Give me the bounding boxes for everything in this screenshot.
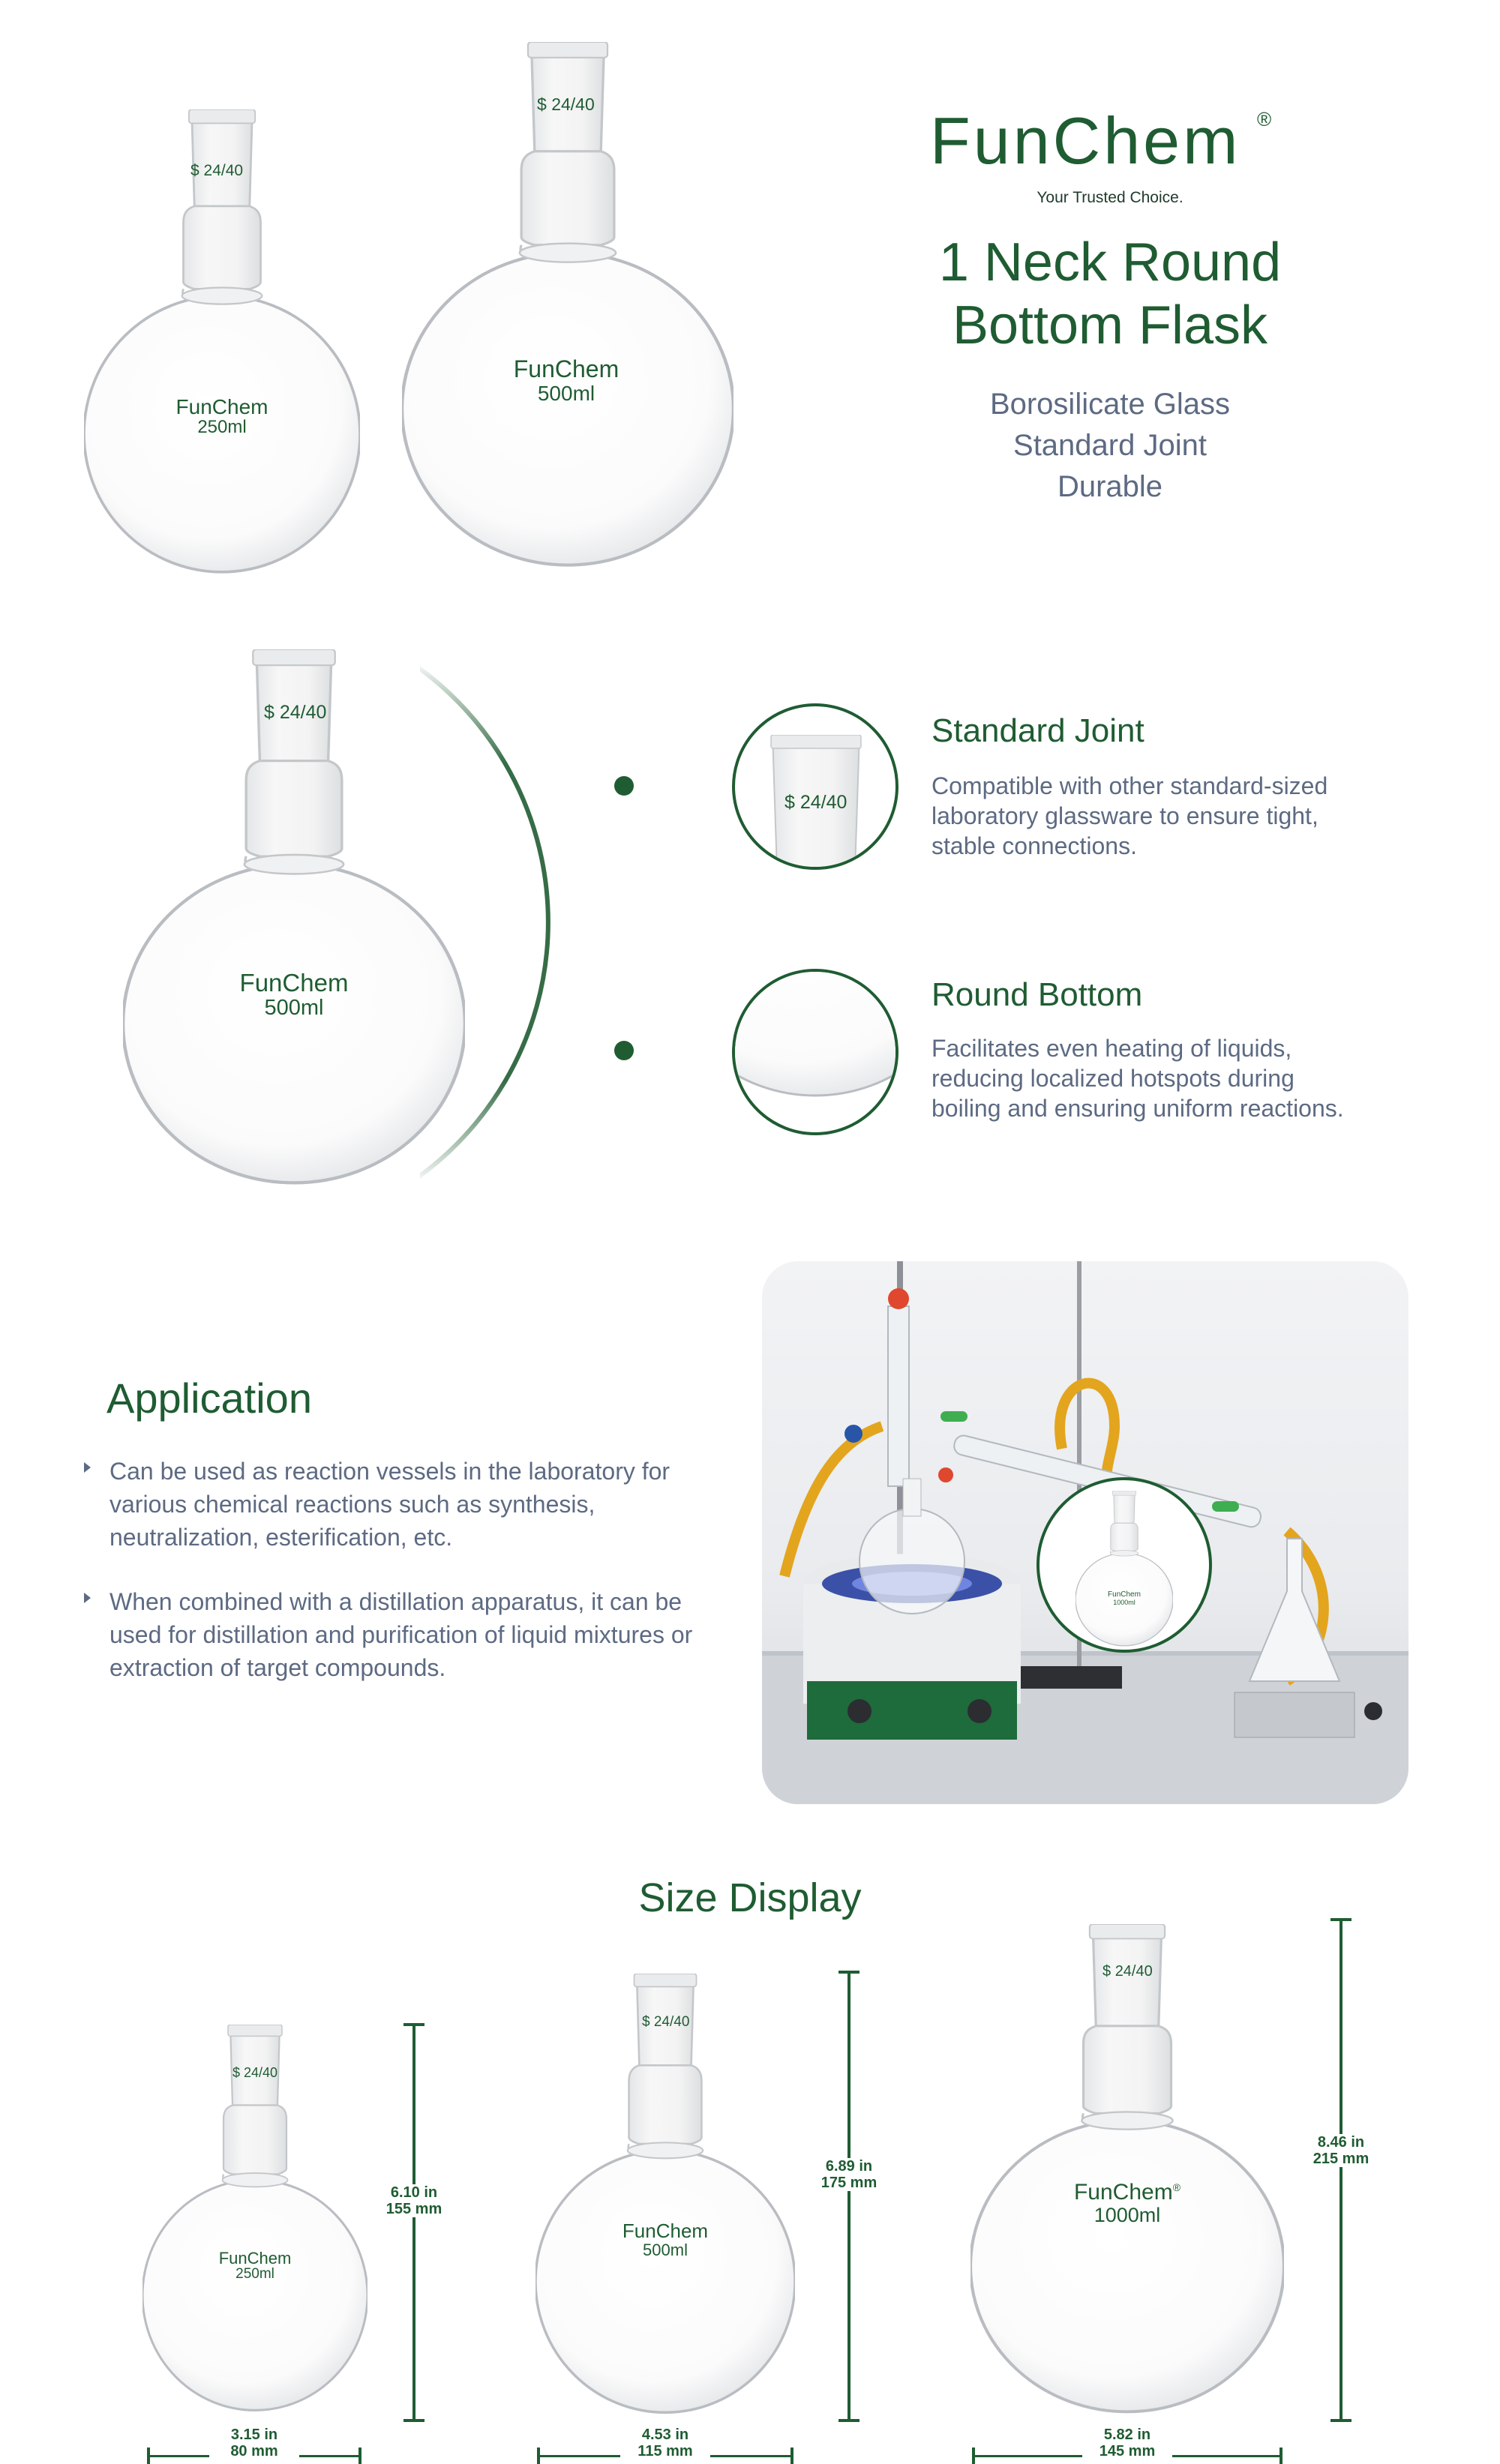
registered-mark: ® bbox=[1257, 108, 1272, 130]
feature-item: Standard Joint bbox=[1013, 429, 1207, 462]
standard-joint-title: Standard Joint bbox=[932, 712, 1144, 749]
joint-zoom-circle bbox=[732, 703, 898, 870]
height-dimension-label: 6.89 in 175 mm bbox=[804, 2158, 894, 2191]
flask-brand-label: FunChem 500ml bbox=[239, 969, 349, 1020]
joint-size-label: $ 24/40 bbox=[537, 94, 595, 114]
dimension-tick bbox=[404, 2023, 424, 2026]
joint-size-label: $ 24/40 bbox=[1102, 1963, 1153, 1980]
feature-list bbox=[922, 384, 1298, 508]
dimension-tick bbox=[1330, 1918, 1352, 1921]
application-title: Application bbox=[106, 1374, 312, 1422]
round-bottom-desc: Facilitates even heating of liquids, reducing localized hotspots during boiling and ensuring uniform reactions. bbox=[932, 1035, 1344, 1122]
height-dimension-line bbox=[1340, 1920, 1342, 2421]
brand-logo: FunChem bbox=[930, 103, 1241, 178]
joint-size-label: $ 24/40 bbox=[264, 702, 327, 723]
list-item: When combined with a distillation apparatus, it can be used for distillation and purification of liquid mixtures or extraction of target compounds. bbox=[84, 1585, 729, 1684]
callout-arc bbox=[420, 652, 668, 1192]
registered-mark: ® bbox=[1172, 2181, 1181, 2193]
feature-item: Durable bbox=[1057, 470, 1163, 503]
round-bottom-closeup-icon bbox=[735, 972, 896, 1132]
flask-500-size-image bbox=[536, 1974, 795, 2419]
dimension-tick bbox=[1330, 2419, 1352, 2422]
dimension-tick bbox=[147, 2448, 150, 2464]
width-dimension-label: 4.53 in 115 mm bbox=[620, 2427, 710, 2460]
dimension-tick bbox=[972, 2448, 975, 2464]
joint-size-label: $ 24/40 bbox=[784, 792, 848, 813]
flask-brand-label: FunChem 250ml bbox=[176, 395, 268, 438]
joint-size-label: $ 24/40 bbox=[232, 2065, 278, 2080]
height-dimension-line bbox=[848, 1972, 850, 2421]
size-title: Size Display bbox=[638, 1875, 862, 1920]
dimension-tick bbox=[838, 2419, 860, 2422]
dimension-tick bbox=[838, 1971, 860, 1974]
dimension-tick bbox=[1280, 2448, 1282, 2464]
flask-brand-label: FunChem® 1000ml bbox=[1073, 2180, 1181, 2226]
width-dimension-label: 3.15 in 80 mm bbox=[209, 2427, 299, 2460]
height-dimension-line bbox=[412, 2025, 416, 2421]
round-bottom-title: Round Bottom bbox=[932, 976, 1143, 1013]
flask-500-image bbox=[402, 42, 734, 573]
flask-brand-label: FunChem 500ml bbox=[513, 355, 620, 405]
flask-inset-circle bbox=[1036, 1477, 1212, 1653]
bullet-arrow-icon bbox=[84, 1593, 91, 1603]
flask-brand-label: FunChem 250ml bbox=[218, 2249, 292, 2283]
round-bottom-zoom-circle bbox=[732, 969, 898, 1135]
dimension-tick bbox=[790, 2448, 794, 2464]
feature-item: Borosilicate Glass bbox=[989, 388, 1231, 421]
dimension-tick bbox=[404, 2419, 424, 2422]
flask-250-size-image bbox=[142, 2025, 368, 2416]
flask-1000-inset-image bbox=[1076, 1491, 1173, 1648]
dimension-tick bbox=[358, 2448, 362, 2464]
width-dimension-label: 5.82 in 145 mm bbox=[1082, 2427, 1172, 2460]
joint-size-label: $ 24/40 bbox=[190, 162, 244, 179]
flask-brand-label: FunChem 1000ml bbox=[1108, 1590, 1141, 1606]
flask-1000-size-image bbox=[970, 1924, 1284, 2419]
height-dimension-label: 6.10 in 155 mm bbox=[369, 2184, 459, 2217]
flask-brand-label: FunChem 500ml bbox=[622, 2220, 709, 2260]
joint-size-label: $ 24/40 bbox=[642, 2014, 690, 2030]
callout-dot bbox=[614, 1041, 634, 1060]
distillation-setup-photo bbox=[762, 1261, 1408, 1804]
list-item: Can be used as reaction vessels in the laboratory for various chemical reactions such as synthesis, neutralization, esterification, etc. bbox=[84, 1455, 729, 1554]
height-dimension-label: 8.46 in 215 mm bbox=[1296, 2134, 1386, 2167]
flask-500-detail-image bbox=[123, 649, 465, 1191]
product-title: 1 Neck Round Bottom Flask bbox=[938, 232, 1282, 355]
bullet-arrow-icon bbox=[84, 1462, 91, 1473]
callout-dot bbox=[614, 776, 634, 796]
application-list bbox=[84, 1455, 729, 1684]
tagline: Your Trusted Choice. bbox=[1036, 189, 1184, 206]
dimension-tick bbox=[537, 2448, 540, 2464]
standard-joint-desc: Compatible with other standard-sized laboratory glassware to ensure tight, stable connections. bbox=[932, 772, 1328, 859]
